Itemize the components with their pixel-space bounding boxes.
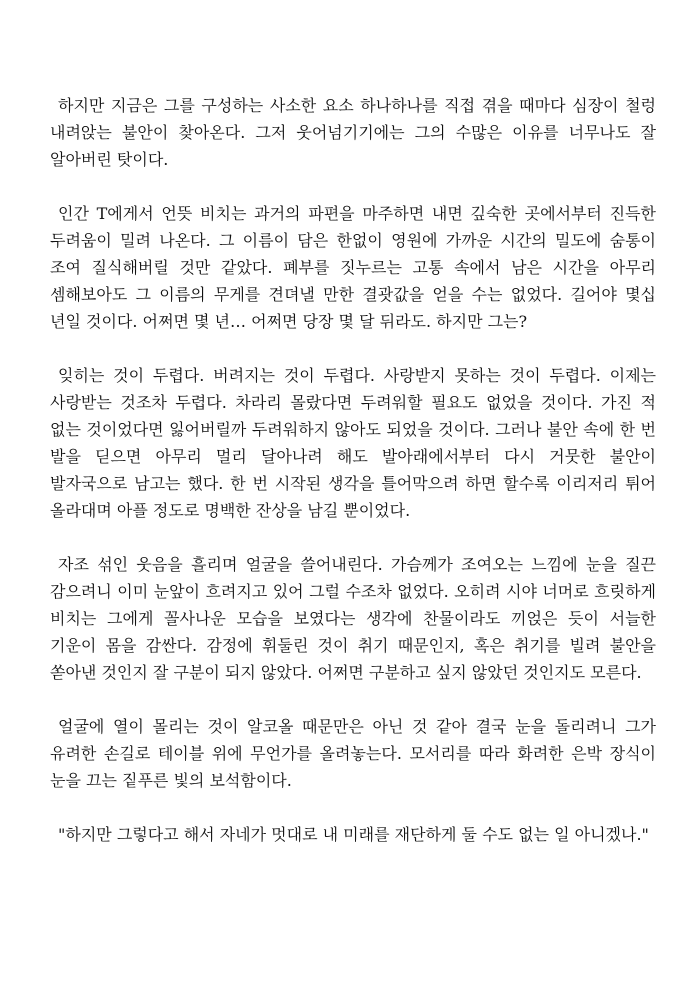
- paragraph-1: 하지만 지금은 그를 구성하는 사소한 요소 하나하나를 직접 겪을 때마다 심장이 철렁 내려앉는 불안이 찾아온다. 그저 웃어넘기기에는 그의 수많은 이유를 너무나도 잘 알아버린 탓이다.: [50, 96, 656, 169]
- paragraph-3: 잊히는 것이 두렵다. 버려지는 것이 두렵다. 사랑받지 못하는 것이 두렵다. 이제는 사랑받는 것조차 두렵다. 차라리 몰랐다면 두려워할 필요도 없었을 것이다. 가진 적 없는 것이었다면 잃어버릴까 두려워하지 않아도 되었을 것이다. 그러나 불안 속에 한 번 발을 딛으면 아무리 멀리 달아나려 해도 발아래에서부터 다시 거뭇한 불안이 발자국으로 남고는 했다. 한 번 시작된 생각을 틀어막으려 하면 할수록 이리저리 튀어 올라대며 아플 정도로 명백한 잔상을 남길 뿐이었다.: [50, 366, 656, 520]
- paragraph-4: 자조 섞인 웃음을 흘리며 얼굴을 쓸어내린다. 가슴께가 조여오는 느낌에 눈을 질끈 감으려니 이미 눈앞이 흐려지고 있어 그럴 수조차 없었다. 오히려 시야 너머로 흐릿하게 비치는 그에게 꼴사나운 모습을 보였다는 생각에 찬물이라도 끼얹은 듯이 서늘한 기운이 몸을 감싼다. 감정에 휘둘린 것이 취기 때문인지, 혹은 취기를 빌려 불안을 쏟아낸 것인지 잘 구분이 되지 않았다. 어쩌면 구분하고 싶지 않았던 것인지도 모른다.: [50, 555, 656, 682]
- paragraph-2: 인간 T에게서 언뜻 비치는 과거의 파편을 마주하면 내면 깊숙한 곳에서부터 진득한 두려움이 밀려 나온다. 그 이름이 담은 한없이 영원에 가까운 시간의 밀도에 숨통이 조여 질식해버릴 것만 같았다. 폐부를 짓누르는 고통 속에서 남은 시간을 아무리 셈해보아도 그 이름의 무게를 견뎌낼 만한 결괏값을 얻을 수는 없었다. 길어야 몇십 년일 것이다. 어쩌면 몇 년… 어쩌면 당장 몇 달 뒤라도. 하지만 그는?: [50, 204, 656, 331]
- paragraph-5: 얼굴에 열이 몰리는 것이 알코올 때문만은 아닌 것 같아 결국 눈을 돌리려니 그가 유려한 손길로 테이블 위에 무언가를 올려놓는다. 모서리를 따라 화려한 은박 장식이 눈을 끄는 짙푸른 빛의 보석함이다.: [50, 717, 656, 790]
- document-page: [50, 92, 656, 875]
- paragraph-6: "하지만 그렇다고 해서 자네가 멋대로 내 미래를 재단하게 둘 수도 없는 일 아니겠나.": [58, 825, 649, 844]
